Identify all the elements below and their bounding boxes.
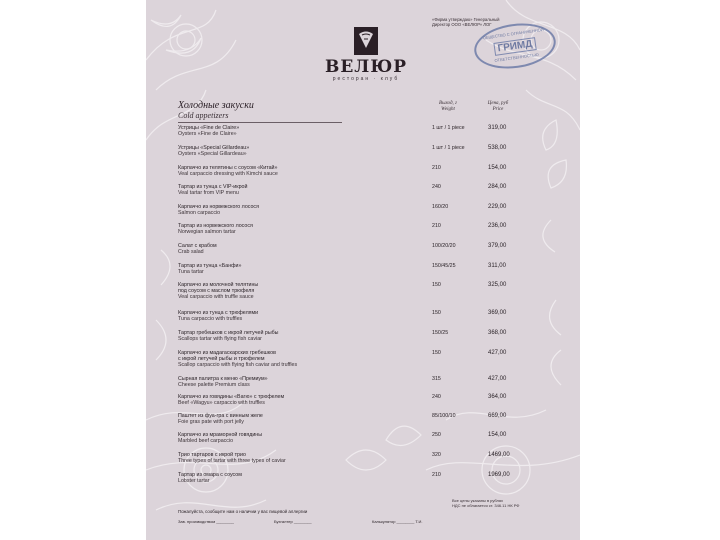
item-price: 538,00 bbox=[488, 145, 507, 151]
item-name-ru: Тартар гребешков с икрой летучей рыбы bbox=[178, 330, 279, 336]
restaurant-logo bbox=[306, 26, 426, 83]
item-weight: 85/100/10 bbox=[432, 413, 456, 419]
item-price: 669,00 bbox=[488, 413, 507, 419]
approval-line: Директор ООО «ВЕЛЮР» ЛОГ bbox=[432, 22, 492, 27]
item-name-en: Norwegian salmon tartar bbox=[178, 229, 236, 235]
item-weight: 1 шт / 1 piece bbox=[432, 125, 465, 131]
item-name-ru: Карпаччо из тунца с трюфелями bbox=[178, 310, 259, 316]
menu-item bbox=[178, 184, 518, 196]
menu-item bbox=[178, 350, 518, 368]
item-price: 154,00 bbox=[488, 432, 507, 438]
item-name-ru: Паштет из фуа-гра с винным желе bbox=[178, 413, 263, 419]
item-name-ru: с икрой летучей рыбы и трюфелем bbox=[178, 356, 265, 362]
item-name-ru: Устрицы «Special Gillardeau» bbox=[178, 145, 250, 151]
logo-emblem-icon bbox=[353, 26, 379, 56]
item-weight: 1 шт / 1 piece bbox=[432, 145, 465, 151]
item-name-en: Three types of tartar with three types of caviar bbox=[178, 458, 286, 464]
item-price: 325,00 bbox=[488, 282, 507, 288]
section-divider bbox=[178, 122, 342, 123]
item-name-en: Beef «Wagyu» carpaccio with truffles bbox=[178, 400, 265, 406]
menu-item bbox=[178, 263, 518, 275]
item-name-ru: Тартар из омара с соусом bbox=[178, 472, 242, 478]
price-footnote bbox=[452, 498, 562, 508]
item-weight: 150 bbox=[432, 282, 441, 288]
item-weight: 240 bbox=[432, 184, 441, 190]
item-price: 284,00 bbox=[488, 184, 507, 190]
item-weight: 240 bbox=[432, 394, 441, 400]
menu-item bbox=[178, 310, 518, 322]
stamp-top-text: ОБЩЕСТВО С ОГРАНИЧЕННОЙ bbox=[482, 26, 544, 41]
logo-name: ВЕЛЮР bbox=[324, 57, 408, 77]
menu-page bbox=[146, 0, 580, 540]
price-column-header bbox=[478, 101, 518, 113]
footnote-line: Все цены указаны в рублях bbox=[452, 498, 504, 503]
section-title bbox=[178, 101, 254, 120]
menu-item bbox=[178, 204, 518, 216]
weight-column-header bbox=[428, 101, 468, 113]
item-name-ru: Тартар из норвежского лосося bbox=[178, 223, 253, 229]
item-name-en: Veal carpaccio dressing with Kimchi sauce bbox=[178, 171, 278, 177]
item-name-ru: Салат с крабом bbox=[178, 243, 217, 249]
item-name-en: Cheese palette Premium class bbox=[178, 382, 250, 388]
item-weight: 100/20/20 bbox=[432, 243, 456, 249]
item-weight: 150 bbox=[432, 310, 441, 316]
section-title-en: Cold appetizers bbox=[178, 111, 229, 120]
item-name-ru: Карпаччо из телятины с соусом «Китай» bbox=[178, 165, 278, 171]
stamp-bottom-text: ОТВЕТСТВЕННОСТЬЮ bbox=[494, 51, 540, 63]
item-price: 379,00 bbox=[488, 243, 507, 249]
item-weight: 150/45/25 bbox=[432, 263, 456, 269]
stamp-word: ГРИМД bbox=[493, 37, 537, 56]
item-name-ru: Карпаччо из говядины «Вагю» с трюфелем bbox=[178, 394, 285, 400]
item-price: 319,00 bbox=[488, 125, 507, 131]
allergy-note: Пожалуйста, сообщите нам о наличии у вас пищевой аллергии bbox=[178, 509, 308, 514]
item-name-ru: Тартар из тунца с VIP-икрой bbox=[178, 184, 248, 190]
item-weight: 160/20 bbox=[432, 204, 449, 210]
section-title-ru: Холодные закуски bbox=[178, 100, 254, 111]
item-price: 369,00 bbox=[488, 310, 507, 316]
item-weight: 150 bbox=[432, 350, 441, 356]
item-price: 1969,00 bbox=[488, 472, 510, 478]
item-price: 368,00 bbox=[488, 330, 507, 336]
logo-tagline: ресторан · клуб bbox=[332, 76, 400, 82]
menu-item bbox=[178, 125, 518, 137]
item-name-ru: Карпаччо из мраморной говядины bbox=[178, 432, 263, 438]
approval-line: «Фирма утверждаю» Генеральный bbox=[432, 17, 500, 22]
item-weight: 250 bbox=[432, 432, 441, 438]
weight-header-ru: Выход, г bbox=[439, 101, 457, 106]
item-name-en: Veal tartar from VIP menu bbox=[178, 190, 239, 196]
signature-line: Калькулятор ________ Т.И. bbox=[372, 519, 423, 524]
item-weight: 210 bbox=[432, 223, 441, 229]
item-price: 427,00 bbox=[488, 350, 507, 356]
item-name-ru: Тартар из тунца «Банфи» bbox=[178, 263, 242, 269]
menu-item bbox=[178, 145, 518, 157]
item-weight: 320 bbox=[432, 452, 441, 458]
item-name-en: Scallop carpaccio with flying fish caviar and truffles bbox=[178, 362, 298, 368]
item-name-ru: Карпаччо из мадагаскарских гребешков bbox=[178, 350, 276, 356]
footnote-line: НДС не облагается ст. 346.11 НК РФ bbox=[452, 503, 520, 508]
item-price: 154,00 bbox=[488, 165, 507, 171]
menu-item bbox=[178, 452, 518, 464]
signature-line: Бухгалтер ________ bbox=[274, 519, 312, 524]
item-weight: 210 bbox=[432, 165, 441, 171]
item-price: 236,00 bbox=[488, 223, 507, 229]
item-name-en: Veal carpaccio with truffle sauce bbox=[178, 294, 254, 300]
item-name-en: Lobster tartar bbox=[178, 478, 210, 484]
price-header-en: Price bbox=[492, 107, 504, 112]
item-name-ru: Устрицы «Fine de Claire» bbox=[178, 125, 240, 131]
menu-item bbox=[178, 376, 518, 388]
price-header-ru: Цена, руб bbox=[487, 101, 509, 106]
menu-item bbox=[178, 223, 518, 235]
menu-item bbox=[178, 330, 518, 342]
menu-item bbox=[178, 472, 518, 484]
item-name-en: Crab salad bbox=[178, 249, 204, 255]
signature-line: Зав. производством ________ bbox=[178, 519, 235, 524]
item-weight: 210 bbox=[432, 472, 441, 478]
item-name-ru: Трио тартаров с икрой трио bbox=[178, 452, 246, 458]
item-name-en: Foie gras pate with port jelly bbox=[178, 419, 244, 425]
menu-item bbox=[178, 394, 518, 406]
item-price: 364,00 bbox=[488, 394, 507, 400]
item-name-en: Marbled beef carpaccio bbox=[178, 438, 234, 444]
item-name-ru: Карпаччо из норвежского лосося bbox=[178, 204, 259, 210]
menu-item bbox=[178, 432, 518, 444]
item-name-ru: Сырная палитра к меню «Премиум» bbox=[178, 376, 268, 382]
menu-item bbox=[178, 243, 518, 255]
item-weight: 150/25 bbox=[432, 330, 449, 336]
item-name-en: Oysters «Special Gillardeau» bbox=[178, 151, 247, 157]
item-weight: 315 bbox=[432, 376, 441, 382]
item-name-en: Tuna carpaccio with truffles bbox=[178, 316, 243, 322]
item-name-en: Scallops tartar with flying fish caviar bbox=[178, 336, 262, 342]
item-name-en: Tuna tartar bbox=[178, 269, 204, 275]
item-price: 229,00 bbox=[488, 204, 507, 210]
item-price: 427,00 bbox=[488, 376, 507, 382]
weight-header-en: Weight bbox=[441, 107, 455, 112]
item-name-en: Salmon carpaccio bbox=[178, 210, 221, 216]
item-price: 1469,00 bbox=[488, 452, 510, 458]
menu-item bbox=[178, 165, 518, 177]
item-price: 311,00 bbox=[488, 263, 506, 269]
menu-item bbox=[178, 282, 518, 300]
item-name-en: Oysters «Fine de Claire» bbox=[178, 131, 237, 137]
menu-item bbox=[178, 413, 518, 425]
item-name-ru: Карпаччо из молочной телятины bbox=[178, 282, 259, 288]
item-name-ru: под соусом с маслом трюфеля bbox=[178, 288, 255, 294]
